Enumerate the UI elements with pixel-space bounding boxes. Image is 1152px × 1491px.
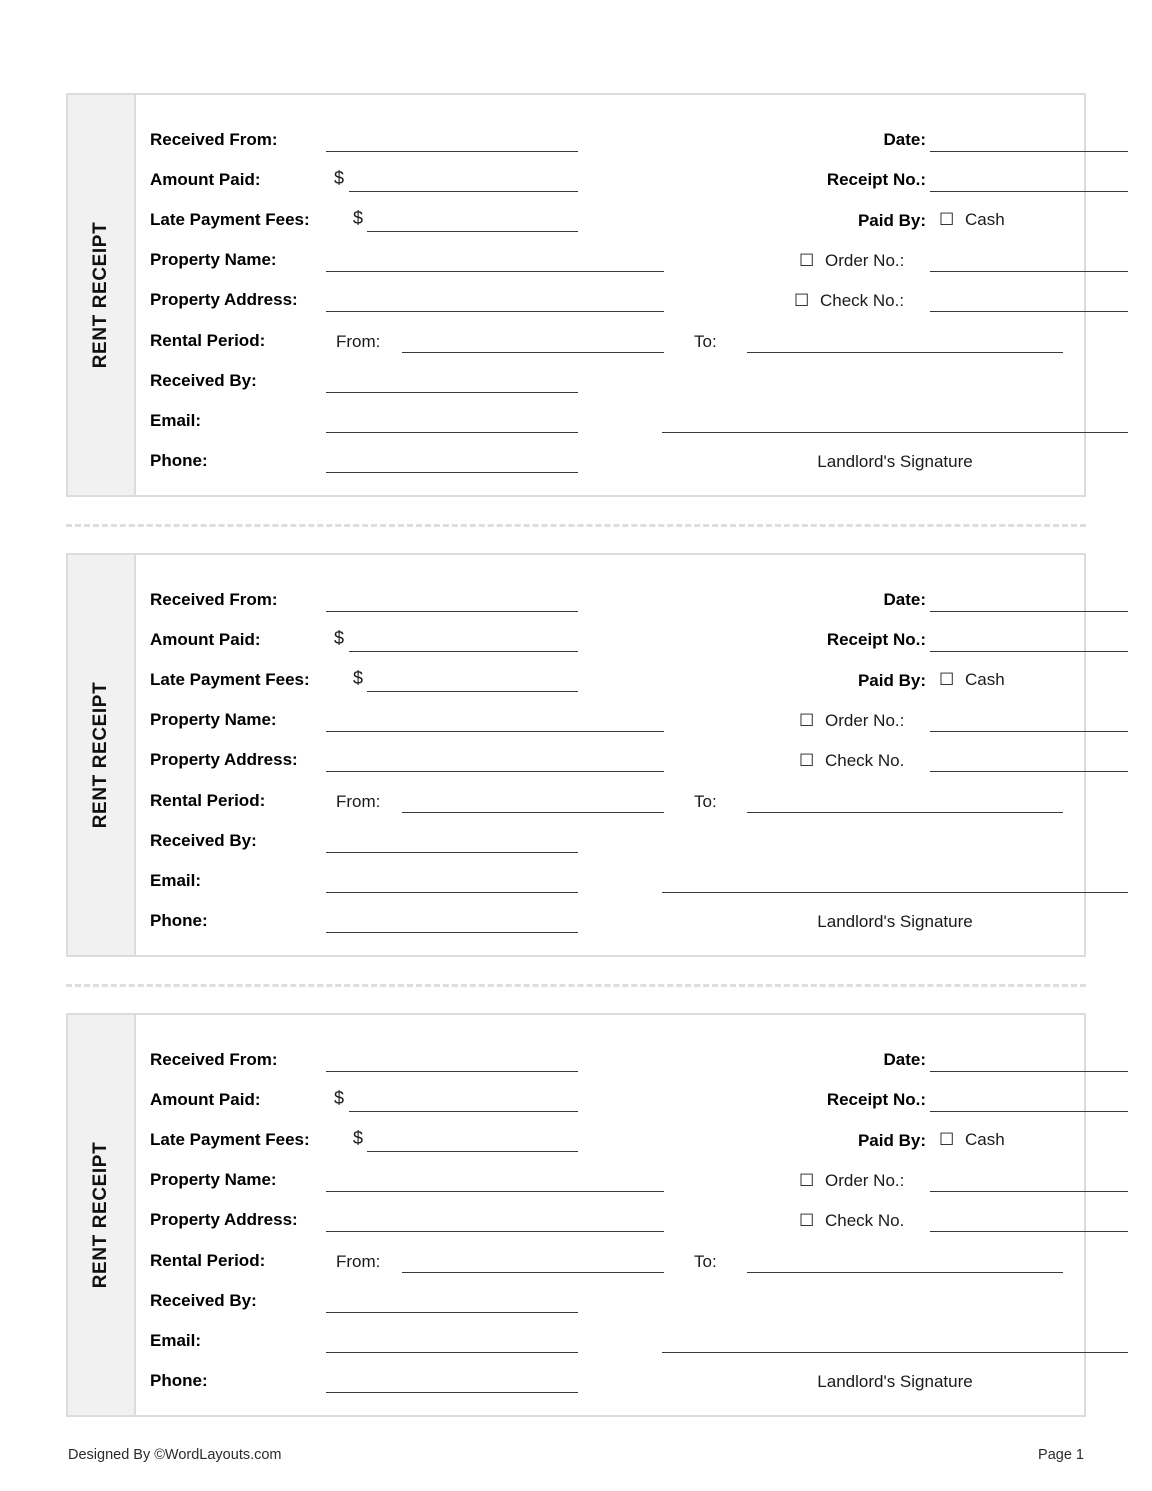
receipt-sidebar: [68, 555, 136, 955]
label-rental-period: Rental Period:: [150, 791, 266, 810]
label-rental-period: Rental Period:: [150, 1251, 266, 1270]
checkbox-paid-by-order-no[interactable]: [799, 1172, 904, 1189]
label-property-name: Property Name:: [150, 710, 277, 729]
checkbox-cash-box: ☐: [939, 670, 955, 689]
input-property-name[interactable]: [326, 731, 664, 732]
label-property-name: Property Name:: [150, 1170, 277, 1189]
input-phone[interactable]: [326, 472, 578, 473]
input-received-from[interactable]: [326, 1071, 578, 1072]
checkbox-order-no-label: Order No.:: [824, 1171, 905, 1190]
checkbox-check-no-box: ☐: [794, 291, 810, 310]
late-payment-fees-currency-symbol: $: [353, 208, 364, 228]
checkbox-paid-by-cash[interactable]: [939, 211, 1005, 228]
checkbox-order-no-label: Order No.:: [824, 711, 905, 730]
input-rental-period-to[interactable]: [747, 812, 1063, 813]
label-paid-by: Paid By:: [857, 671, 926, 690]
late-payment-fees-currency-symbol: $: [353, 1128, 364, 1148]
input-property-name[interactable]: [326, 1191, 664, 1192]
input-email[interactable]: [326, 892, 578, 893]
receipt-sidebar: [68, 1015, 136, 1415]
checkbox-paid-by-cash[interactable]: [939, 1131, 1005, 1148]
input-receipt-no[interactable]: [930, 191, 1128, 192]
receipt-sidebar-title: RENT RECEIPT: [90, 681, 111, 829]
label-rental-period-from: From:: [336, 792, 381, 811]
checkbox-order-no-label: Order No.:: [824, 251, 905, 270]
rent-receipt-card: [66, 553, 1086, 957]
input-property-address[interactable]: [326, 1231, 664, 1232]
input-check-no[interactable]: [930, 311, 1128, 312]
input-date[interactable]: [930, 151, 1128, 152]
input-received-from[interactable]: [326, 611, 578, 612]
input-amount-paid[interactable]: [349, 1111, 578, 1112]
label-rental-period-from: From:: [336, 332, 381, 351]
checkbox-check-no-box: ☐: [799, 1211, 815, 1230]
checkbox-cash-label: Cash: [964, 670, 1005, 689]
input-date[interactable]: [930, 611, 1128, 612]
input-late-payment-fees[interactable]: [367, 691, 578, 692]
input-order-no[interactable]: [930, 731, 1128, 732]
input-email[interactable]: [326, 432, 578, 433]
label-received-from: Received From:: [150, 590, 278, 609]
label-late-payment-fees: Late Payment Fees:: [150, 670, 310, 689]
label-property-name: Property Name:: [150, 250, 277, 269]
input-received-by[interactable]: [326, 852, 578, 853]
checkbox-paid-by-check-no[interactable]: [799, 1212, 904, 1229]
input-order-no[interactable]: [930, 271, 1128, 272]
checkbox-cash-label: Cash: [964, 1130, 1005, 1149]
checkbox-order-no-box: ☐: [799, 251, 815, 270]
checkbox-paid-by-order-no[interactable]: [799, 712, 904, 729]
checkbox-check-no-label: Check No.: [824, 1211, 905, 1230]
checkbox-cash-box: ☐: [939, 210, 955, 229]
label-received-from: Received From:: [150, 1050, 278, 1069]
input-property-address[interactable]: [326, 771, 664, 772]
label-receipt-no: Receipt No.:: [826, 1090, 926, 1109]
footer-credit: Designed By ©WordLayouts.com: [68, 1447, 282, 1463]
amount-paid-currency-symbol: $: [334, 168, 345, 188]
amount-paid-currency-symbol: $: [334, 1088, 345, 1108]
checkbox-paid-by-check-no[interactable]: [794, 292, 904, 309]
checkbox-paid-by-order-no[interactable]: [799, 252, 904, 269]
label-amount-paid: Amount Paid:: [150, 630, 261, 649]
label-phone: Phone:: [150, 451, 208, 470]
input-amount-paid[interactable]: [349, 651, 578, 652]
checkbox-cash-box: ☐: [939, 1130, 955, 1149]
input-order-no[interactable]: [930, 1191, 1128, 1192]
label-email: Email:: [150, 411, 202, 430]
label-paid-by: Paid By:: [857, 211, 926, 230]
input-late-payment-fees[interactable]: [367, 231, 578, 232]
label-late-payment-fees: Late Payment Fees:: [150, 1130, 310, 1149]
label-amount-paid: Amount Paid:: [150, 170, 261, 189]
label-receipt-no: Receipt No.:: [826, 630, 926, 649]
input-received-by[interactable]: [326, 1312, 578, 1313]
checkbox-order-no-box: ☐: [799, 1171, 815, 1190]
rent-receipt-card: [66, 1013, 1086, 1417]
label-received-from: Received From:: [150, 130, 278, 149]
input-date[interactable]: [930, 1071, 1128, 1072]
input-landlord-signature[interactable]: [662, 1352, 1128, 1353]
label-property-address: Property Address:: [150, 750, 298, 769]
checkbox-check-no-box: ☐: [799, 751, 815, 770]
input-rental-period-to[interactable]: [747, 352, 1063, 353]
checkbox-paid-by-check-no[interactable]: [799, 752, 904, 769]
input-amount-paid[interactable]: [349, 191, 578, 192]
receipt-sidebar: [68, 95, 136, 495]
label-amount-paid: Amount Paid:: [150, 1090, 261, 1109]
label-rental-period-to: To:: [694, 1252, 717, 1271]
receipt-body: [136, 1015, 1084, 1415]
checkbox-cash-label: Cash: [964, 210, 1005, 229]
input-receipt-no[interactable]: [930, 1111, 1128, 1112]
label-paid-by: Paid By:: [857, 1131, 926, 1150]
label-phone: Phone:: [150, 1371, 208, 1390]
input-rental-period-from[interactable]: [402, 812, 664, 813]
label-receipt-no: Receipt No.:: [826, 170, 926, 189]
input-phone[interactable]: [326, 1392, 578, 1393]
input-property-address[interactable]: [326, 311, 664, 312]
input-received-from[interactable]: [326, 151, 578, 152]
caption-landlord-signature: Landlord's Signature: [817, 452, 973, 471]
cut-line-separator: [66, 984, 1086, 987]
caption-landlord-signature: Landlord's Signature: [817, 1372, 973, 1391]
input-rental-period-to[interactable]: [747, 1272, 1063, 1273]
label-date: Date:: [883, 590, 926, 609]
caption-landlord-signature: Landlord's Signature: [817, 912, 973, 931]
receipt-sidebar-title: RENT RECEIPT: [90, 221, 111, 369]
label-rental-period-from: From:: [336, 1252, 381, 1271]
label-rental-period-to: To:: [694, 792, 717, 811]
label-late-payment-fees: Late Payment Fees:: [150, 210, 310, 229]
input-late-payment-fees[interactable]: [367, 1151, 578, 1152]
receipt-body: [136, 555, 1084, 955]
label-received-by: Received By:: [150, 831, 257, 850]
label-rental-period-to: To:: [694, 332, 717, 351]
checkbox-check-no-label: Check No.: [824, 751, 905, 770]
input-property-name[interactable]: [326, 271, 664, 272]
amount-paid-currency-symbol: $: [334, 628, 345, 648]
label-date: Date:: [883, 130, 926, 149]
label-date: Date:: [883, 1050, 926, 1069]
input-receipt-no[interactable]: [930, 651, 1128, 652]
input-landlord-signature[interactable]: [662, 892, 1128, 893]
label-email: Email:: [150, 1331, 202, 1350]
label-property-address: Property Address:: [150, 1210, 298, 1229]
label-email: Email:: [150, 871, 202, 890]
checkbox-paid-by-cash[interactable]: [939, 671, 1005, 688]
receipt-sidebar-title: RENT RECEIPT: [90, 1141, 111, 1289]
checkbox-order-no-box: ☐: [799, 711, 815, 730]
checkbox-check-no-label: Check No.:: [819, 291, 905, 310]
input-phone[interactable]: [326, 932, 578, 933]
label-received-by: Received By:: [150, 371, 257, 390]
input-email[interactable]: [326, 1352, 578, 1353]
input-rental-period-from[interactable]: [402, 1272, 664, 1273]
label-property-address: Property Address:: [150, 290, 298, 309]
rent-receipt-card: [66, 93, 1086, 497]
input-landlord-signature[interactable]: [662, 432, 1128, 433]
label-rental-period: Rental Period:: [150, 331, 266, 350]
label-phone: Phone:: [150, 911, 208, 930]
late-payment-fees-currency-symbol: $: [353, 668, 364, 688]
input-check-no[interactable]: [930, 1231, 1128, 1232]
input-check-no[interactable]: [930, 771, 1128, 772]
receipt-body: [136, 95, 1084, 495]
footer-page-number: Page 1: [1038, 1447, 1084, 1463]
input-rental-period-from[interactable]: [402, 352, 664, 353]
label-received-by: Received By:: [150, 1291, 257, 1310]
input-received-by[interactable]: [326, 392, 578, 393]
cut-line-separator: [66, 524, 1086, 527]
